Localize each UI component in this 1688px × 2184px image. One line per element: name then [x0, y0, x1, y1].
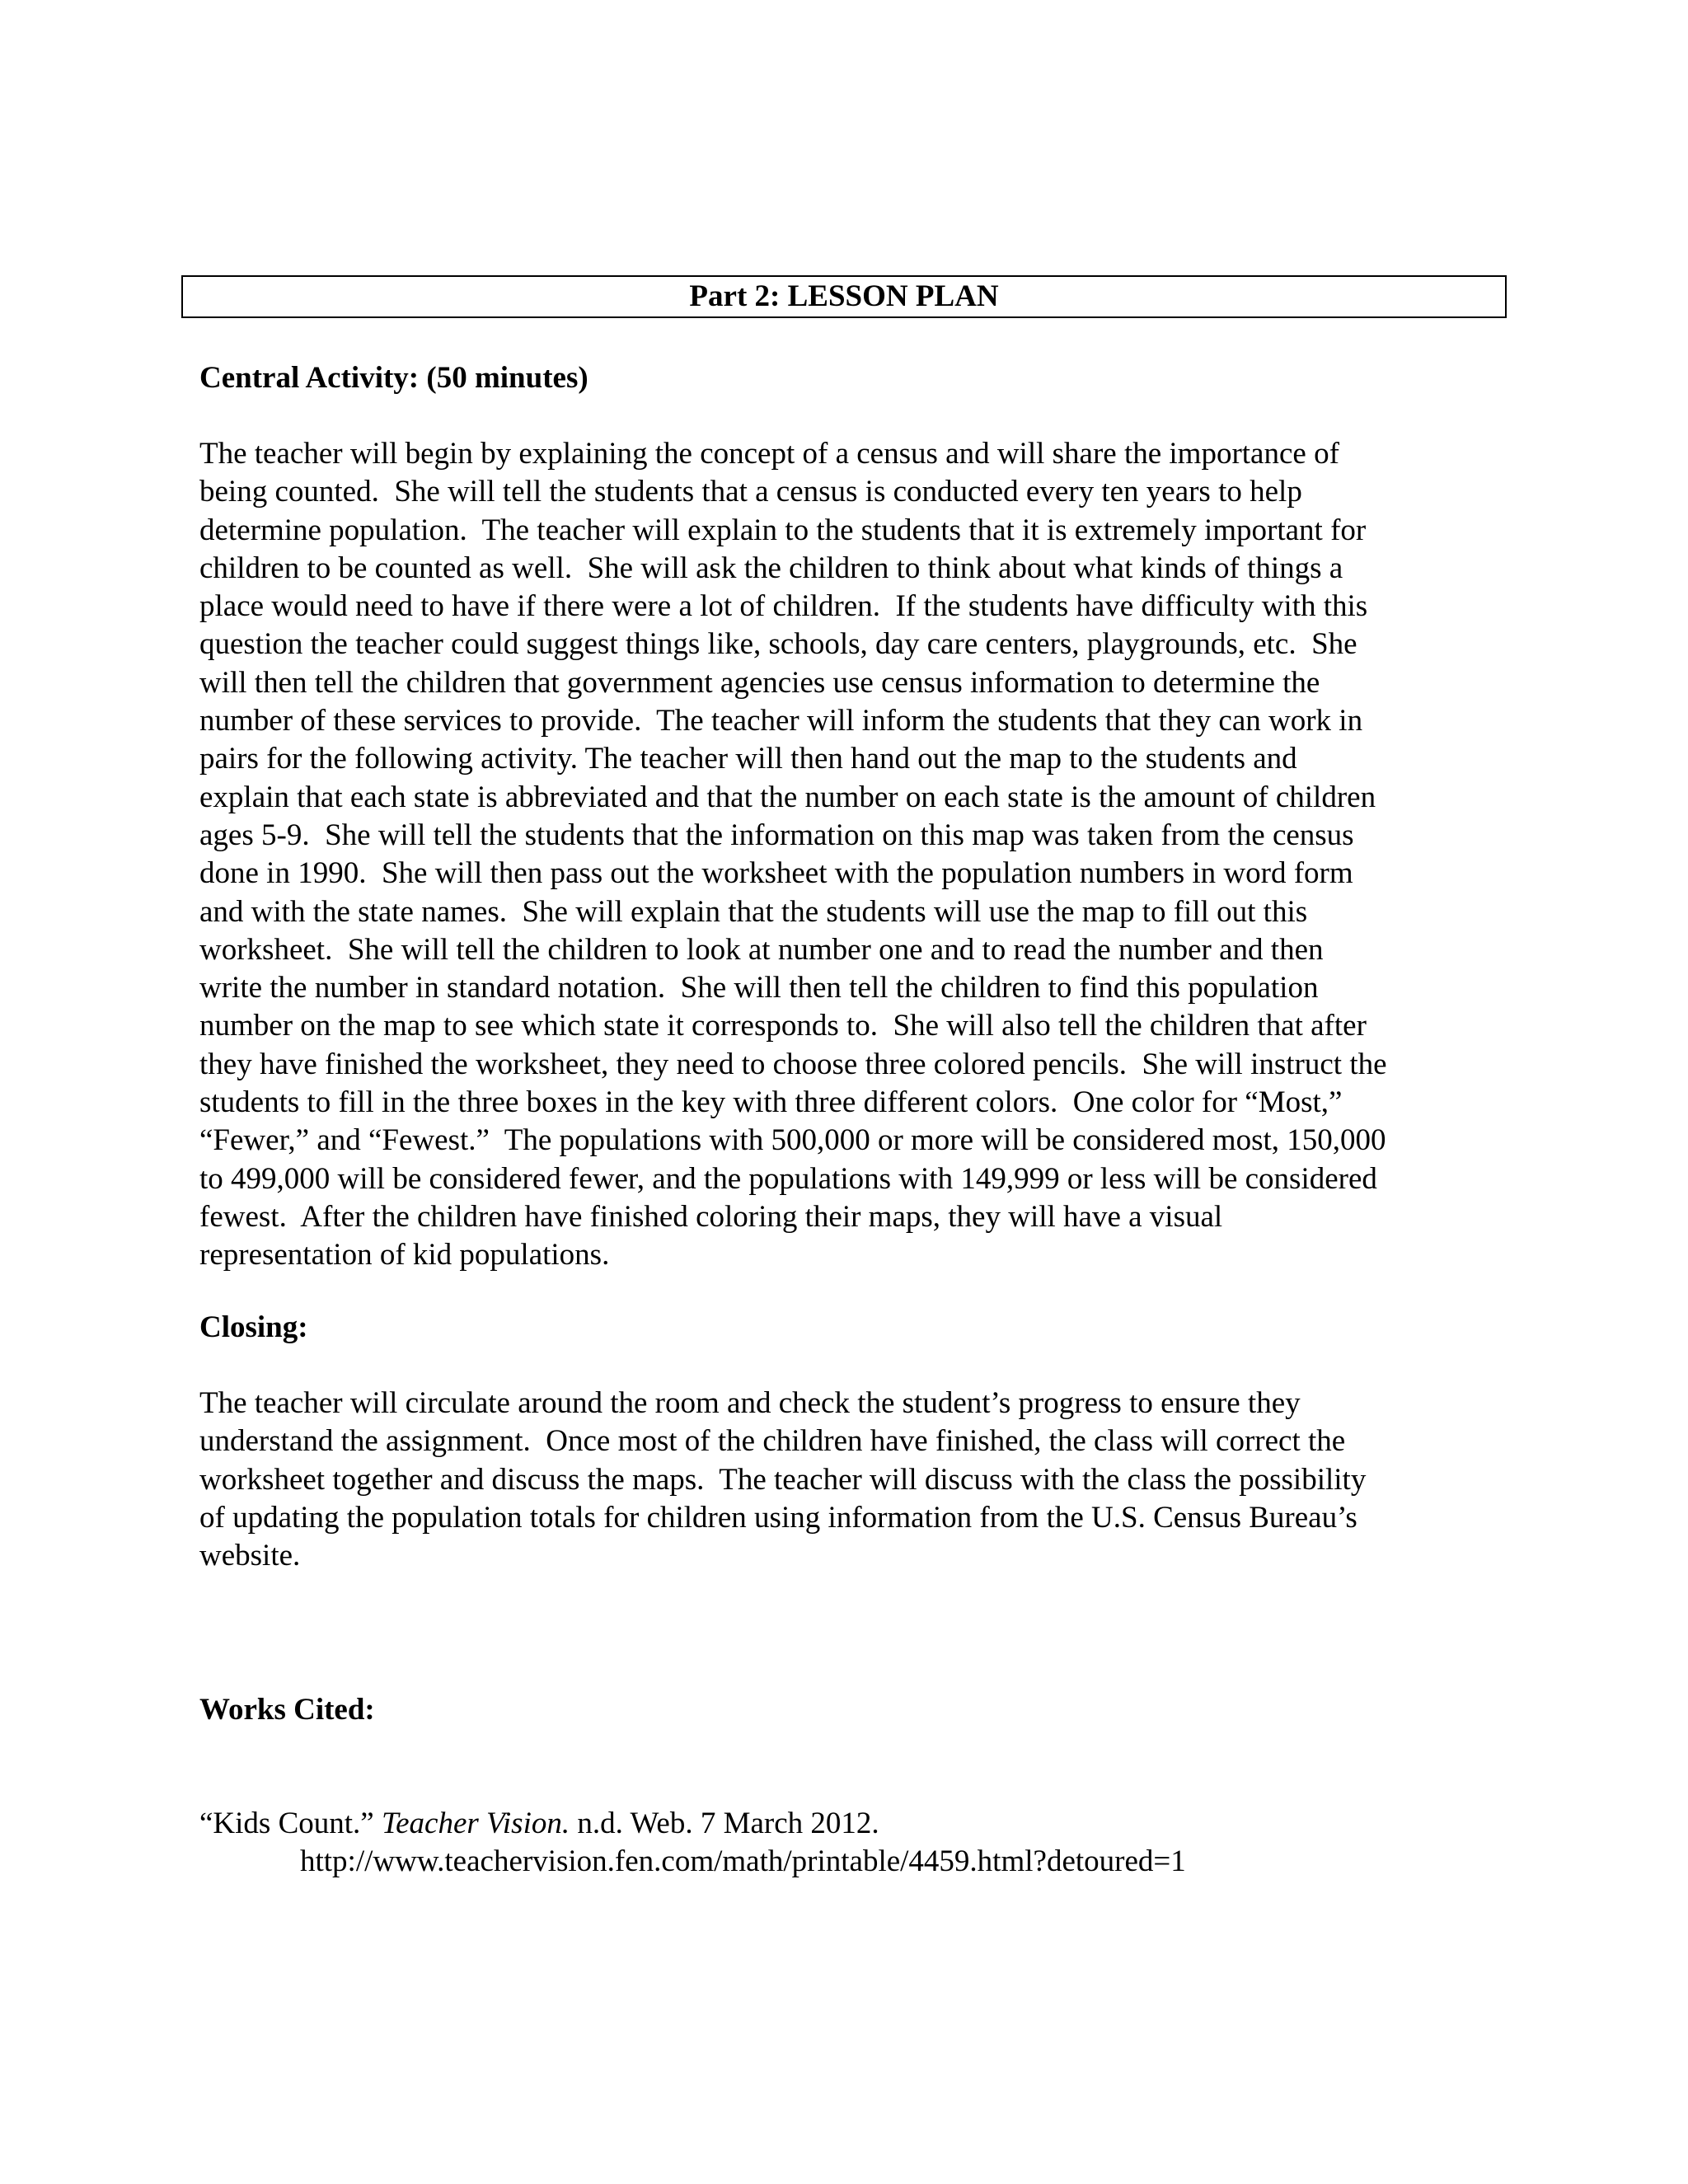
paragraph-line: being counted. She will tell the students that a census is conducted every ten years to help [199, 475, 1302, 509]
paragraph-line: students to fill in the three boxes in the key with three different colors. One color for “Most,” [199, 1085, 1343, 1120]
paragraph-line: question the teacher could suggest things like, schools, day care centers, playgrounds, etc. She [199, 627, 1357, 662]
paragraph-line: place would need to have if there were a lot of children. If the students have difficulty with this [199, 589, 1368, 624]
paragraph-line: done in 1990. She will then pass out the worksheet with the population numbers in word form [199, 856, 1353, 891]
citation-url: http://www.teachervision.fen.com/math/printable/4459.html?detoured=1 [300, 1844, 1186, 1878]
paragraph-line: representation of kid populations. [199, 1238, 610, 1272]
paragraph-line: children to be counted as well. She will ask the children to think about what kinds of things a [199, 551, 1343, 585]
paragraph-line: number of these services to provide. The teacher will inform the students that they can work in [199, 704, 1363, 738]
citation-details: n.d. Web. 7 March 2012. [577, 1807, 879, 1840]
paragraph-line: The teacher will begin by explaining the concept of a census and will share the importance of [199, 437, 1339, 471]
paragraph-line: fewest. After the children have finished coloring their maps, they will have a visual [199, 1199, 1223, 1234]
paragraph-line: and with the state names. She will explain that the students will use the map to fill out this [199, 894, 1308, 929]
works-cited-heading: Works Cited: [199, 1693, 375, 1727]
paragraph-line: write the number in standard notation. She will then tell the children to find this population [199, 971, 1319, 1005]
paragraph-line: “Fewer,” and “Fewest.” The populations with 500,000 or more will be considered most, 150,000 [199, 1123, 1386, 1158]
closing-paragraph [199, 1385, 1518, 1575]
paragraph-line: explain that each state is abbreviated and that the number on each state is the amount of children [199, 780, 1376, 814]
closing-heading: Closing: [199, 1310, 308, 1344]
paragraph-line: they have finished the worksheet, they need to choose three colored pencils. She will instruct the [199, 1047, 1387, 1081]
citation-article: “Kids Count.” [199, 1807, 374, 1840]
paragraph-line: worksheet. She will tell the children to look at number one and to read the number and then [199, 932, 1324, 967]
paragraph-line: The teacher will circulate around the room and check the student’s progress to ensure they [199, 1386, 1301, 1420]
central-activity-heading: Central Activity: (50 minutes) [199, 361, 588, 395]
citation-entry [199, 1805, 1186, 1881]
paragraph-line: will then tell the children that government agencies use census information to determine the [199, 665, 1320, 700]
page-title: Part 2: LESSON PLAN [181, 275, 1507, 318]
paragraph-line: number on the map to see which state it corresponds to. She will also tell the children that after [199, 1009, 1367, 1043]
paragraph-line: pairs for the following activity. The teacher will then hand out the map to the students and [199, 742, 1297, 776]
central-activity-paragraph [199, 435, 1518, 1275]
paragraph-line: to 499,000 will be considered fewer, and the populations with 149,999 or less will be considered [199, 1161, 1377, 1196]
paragraph-line: of updating the population totals for children using information from the U.S. Census Bureau’s [199, 1500, 1357, 1535]
paragraph-line: determine population. The teacher will explain to the students that it is extremely important for [199, 513, 1367, 547]
paragraph-line: ages 5-9. She will tell the students that the information on this map was taken from the census [199, 818, 1354, 852]
citation-source: Teacher Vision. [381, 1807, 570, 1840]
paragraph-line: website. [199, 1539, 301, 1573]
citation-first-line [199, 1805, 1186, 1843]
paragraph-line: understand the assignment. Once most of the children have finished, the class will correct the [199, 1424, 1346, 1459]
paragraph-line: worksheet together and discuss the maps. The teacher will discuss with the class the possibility [199, 1462, 1367, 1497]
